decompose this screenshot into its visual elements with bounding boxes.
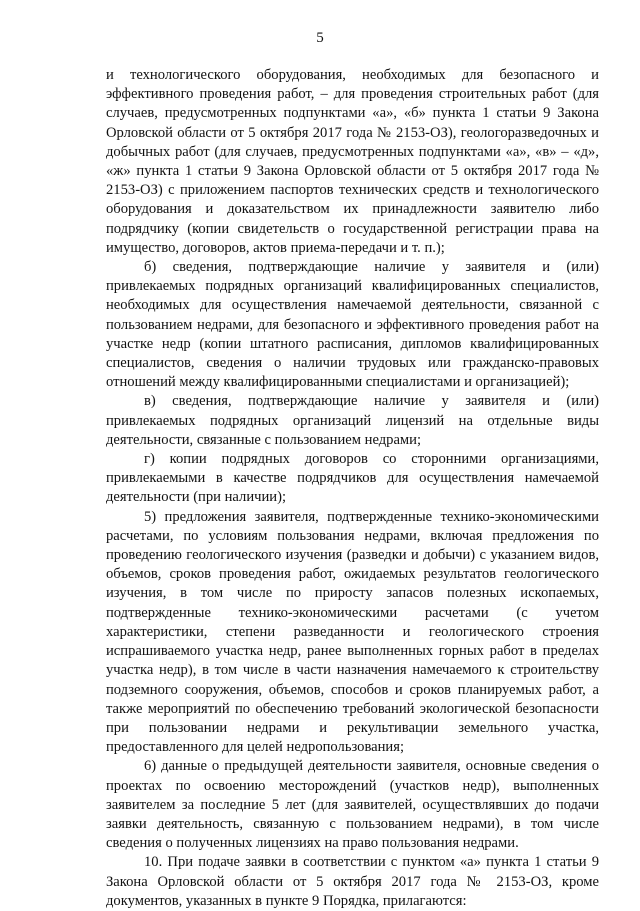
paragraph-item-6: 6) данные о предыдущей деятельности заявителя, основные сведения о проектах по освоению месторождений (участков недр), выполненных заявителем за последние 5 лет (для заявителей, осуществлявших до подачи заявки деятельность, связанную с пользованием недрами), в том числе сведения о полученных лицензиях на право пользования недрами. [106, 758, 599, 852]
document-body [106, 66, 599, 911]
paragraph-item-10: 10. При подаче заявки в соответствии с пунктом «а» пункта 1 статьи 9 Закона Орловской области от 5 октября 2017 года № 2153-ОЗ, кроме документов, указанных в пункте 9 Порядка, прилагаются: [106, 854, 599, 909]
paragraph-item-b: б) сведения, подтверждающие наличие у заявителя и (или) привлекаемых подрядных организаций квалифицированных специалистов, необходимых для осуществления намечаемой деятельности, связанной с пользованием недрами, для безопасного и эффективного проведения работ на участке недр (копии штатного расписания, дипломов квалифицированных специалистов, сведения о наличии трудовых или гражданско-правовых отношений между квалифицированными специалистами и организацией); [106, 259, 599, 391]
paragraph-item-v: в) сведения, подтверждающие наличие у заявителя и (или) привлекаемых подрядных организаций лицензий на отдельные виды деятельности, связанные с пользованием недрами; [106, 393, 599, 448]
paragraph-item-g: г) копии подрядных договоров со сторонними организациями, привлекаемыми в качестве подрядчиков для осуществления намечаемой деятельности (при наличии); [106, 451, 599, 506]
paragraph-item-5: 5) предложения заявителя, подтвержденные технико-экономическими расчетами, по условиям пользования недрами, включая предложения по проведению геологического изучения (разведки и добычи) с указанием видов, объемов, сроков проведения работ, ожидаемых результатов геологического изучения, в том числе по приросту запасов полезных ископаемых, подтвержденные технико-экономическими расчетами (с учетом характеристики, степени разведанности и геологического строения испрашиваемого участка недр, ранее выполненных горных работ в пределах участка недр), в том числе в части назначения намечаемого к строительству подземного сооружения, объемов, способов и сроков планируемых работ, а также мероприятий по обеспечению требований экологической безопасности при пользовании недрами и рекультивации земельного участка, предоставленного для целей недропользования; [106, 508, 599, 756]
page-number: 5 [316, 30, 324, 46]
paragraph-continuation: и технологического оборудования, необходимых для безопасного и эффективного проведения работ, – для проведения строительных работ (для случаев, предусмотренных подпунктами «а», «б» пункта 1 статьи 9 Закона Орловской области от 5 октября 2017 года № 2153-ОЗ), геологоразведочных и добычных работ (для случаев, предусмотренных подпунктами «а», «в» – «д», «ж» пункта 1 статьи 9 Закона Орловской области от 5 октября 2017 года № 2153-ОЗ) с приложением паспортов технических средств и технологического оборудования и доказательством их принадлежности заявителю либо подрядчику (копии свидетельств о государственной регистрации права на имущество, договоров, актов приема-передачи и т. п.); [106, 67, 599, 256]
